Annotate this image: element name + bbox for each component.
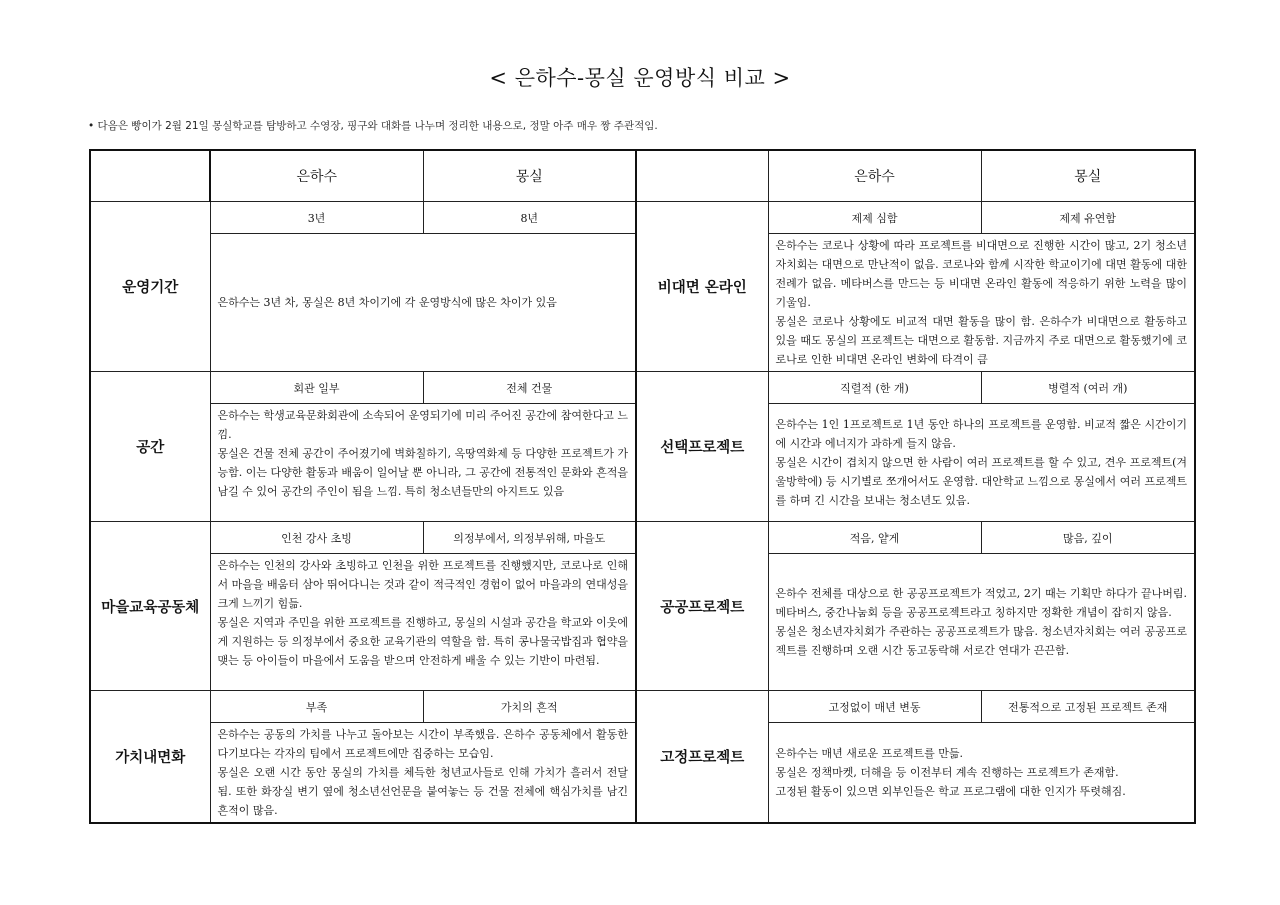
right-description: 은하수는 코로나 상황에 따라 프로젝트를 비대면으로 진행한 시간이 많고, 2기 청소년자치회는 대면으로 만난적이 없음. 코로나와 함께 시작한 학교이기에 대면 활동에 대한 전례가 없음. 메타버스를 만드는 등 비대면 온라인 활동에 적응하기 위한 노력을 많이 기울임. 몽실은 코로나 상황에도 비교적 대면 활동을 많이 함. 은하수가 비대면으로 활동하고 있을 때도 몽실의 프로젝트는 대면으로 활동함. 지금까지 주로 대면으로 활동했기에 코로나로 인한 비대면 온라인 변화에 타격이 큼 <box>768 234 1195 372</box>
table-row <box>90 522 1195 554</box>
left-value-b: 8년 <box>423 202 636 234</box>
right-description: 은하수는 1인 1프로젝트로 1년 동안 하나의 프로젝트를 운영함. 비교적 짧은 시간이기에 시간과 에너지가 과하게 들지 않음. 몽실은 시간이 겹치지 않으면 한 사람이 여러 프로젝트를 할 수 있고, 견우 프로젝트(겨울방학에) 등 시기별로 쪼개어서도 운영함. 대안학교 느낌으로 몽실에서 여러 프로젝트를 하며 긴 시간을 보내는 청소년도 있음. <box>768 404 1195 522</box>
left-value-a: 인천 강사 초빙 <box>210 522 423 554</box>
left-value-b: 의정부에서, 의정부위해, 마을도 <box>423 522 636 554</box>
header-eunhasu-left: 은하수 <box>210 150 423 202</box>
header-eunhasu-right: 은하수 <box>768 150 981 202</box>
right-value-b: 전통적으로 고정된 프로젝트 존재 <box>981 691 1195 723</box>
left-value-a: 3년 <box>210 202 423 234</box>
left-value-b: 가치의 흔적 <box>423 691 636 723</box>
table-row <box>90 691 1195 723</box>
right-value-b: 많음, 깊이 <box>981 522 1195 554</box>
left-description: 은하수는 학생교육문화회관에 소속되어 운영되기에 미리 주어진 공간에 참여한다고 느낌. 몽실은 건물 전체 공간이 주어졌기에 벽화칠하기, 옥땅역화제 등 다양한 프로젝트가 가능함. 이는 다양한 활동과 배움이 일어날 뿐 아니라, 그 공간에 전통적인 문화와 흔적을 남길 수 있어 공간의 주인이 됨을 느낌. 특히 청소년들만의 아지트도 있음 <box>210 404 636 522</box>
right-value-b: 제제 유연함 <box>981 202 1195 234</box>
comparison-table <box>89 149 1196 824</box>
left-value-a: 부족 <box>210 691 423 723</box>
category-value-internalization: 가치내면화 <box>90 691 210 824</box>
intro-note: • 다음은 빵이가 2월 21일 몽실학교를 탐방하고 수영장, 핑구와 대화를 나누며 정리한 내용으로, 정말 아주 매우 짱 주관적임. <box>88 120 658 132</box>
page-title: < 은하수-몽실 운영방식 비교 > <box>489 66 791 90</box>
left-description: 은하수는 공동의 가치를 나누고 돌아보는 시간이 부족했음. 은하수 공동체에서 활동한다기보다는 각자의 팀에서 프로젝트에만 집중하는 모습임. 몽실은 오랜 시간 동안 몽실의 가치를 체득한 청년교사들로 인해 가치가 흘러서 전달됨. 또한 화장실 변기 옆에 청소년선언문을 붙여놓는 등 건물 전체에 핵심가치를 남긴 흔적이 많음. <box>210 723 636 824</box>
category-fixed-project: 고정프로젝트 <box>636 691 768 824</box>
header-mongsil-left: 몽실 <box>423 150 636 202</box>
right-value-b: 병렬적 (여러 개) <box>981 372 1195 404</box>
left-value-a: 회관 일부 <box>210 372 423 404</box>
category-select-project: 선택프로젝트 <box>636 372 768 522</box>
left-description: 은하수는 3년 차, 몽실은 8년 차이기에 각 운영방식에 많은 차이가 있음 <box>210 234 636 372</box>
right-value-a: 고정없이 매년 변동 <box>768 691 981 723</box>
table-row <box>90 202 1195 234</box>
right-description: 은하수는 매년 새로운 프로젝트를 만듦. 몽실은 정책마켓, 더해을 등 이전부터 계속 진행하는 프로젝트가 존재함. 고정된 활동이 있으면 외부인들은 학교 프로그램에 대한 인지가 뚜렷해짐. <box>768 723 1195 824</box>
right-value-a: 제제 심함 <box>768 202 981 234</box>
category-operation-period: 운영기간 <box>90 202 210 372</box>
header-empty-right <box>636 150 768 202</box>
left-description: 은하수는 인천의 강사와 초빙하고 인천을 위한 프로젝트를 진행했지만, 코로나로 인해서 마을을 배움터 삼아 뛰어다니는 것과 같이 적극적인 경험이 없어 마을과의 연대성을 크게 느끼기 힘듦. 몽실은 지역과 주민을 위한 프로젝트를 진행하고, 몽실의 시설과 공간을 학교와 이웃에게 지원하는 등 의정부에서 중요한 교육기관의 역할을 함. 특히 콩나물국밥집과 협약을 맺는 등 아이들이 마을에서 도움을 받으며 안전하게 배울 수 있는 기반이 마련됨. <box>210 554 636 691</box>
category-online: 비대면 온라인 <box>636 202 768 372</box>
header-mongsil-right: 몽실 <box>981 150 1195 202</box>
category-space: 공간 <box>90 372 210 522</box>
category-village-education: 마을교육공동체 <box>90 522 210 691</box>
right-description: 은하수 전체를 대상으로 한 공공프로젝트가 적었고, 2기 때는 기획만 하다가 끝나버림. 메타버스, 중간나눔회 등을 공공프로젝트라고 칭하지만 정확한 개념이 잡히지 않음. 몽실은 청소년자치회가 주관하는 공공프로젝트가 많음. 청소년자치회는 여러 공공프로젝트를 진행하며 오랜 시간 동고동락해 서로간 연대가 끈끈함. <box>768 554 1195 691</box>
header-empty-left <box>90 150 210 202</box>
right-value-a: 적음, 얕게 <box>768 522 981 554</box>
table-row <box>90 372 1195 404</box>
header-row <box>90 150 1195 202</box>
left-value-b: 전체 건물 <box>423 372 636 404</box>
category-public-project: 공공프로젝트 <box>636 522 768 691</box>
right-value-a: 직렬적 (한 개) <box>768 372 981 404</box>
